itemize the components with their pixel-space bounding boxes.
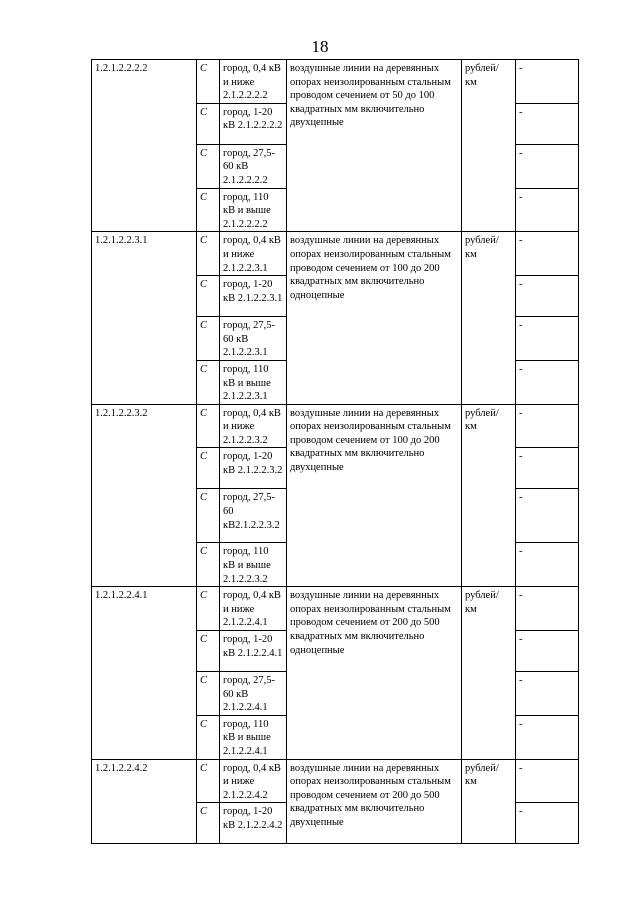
condition-cell: город, 110 кВ и выше 2.1.2.2.3.2 [220, 543, 287, 587]
value-cell: - [516, 489, 579, 543]
condition-cell: город, 27,5-60 кВ 2.1.2.2.4.1 [220, 672, 287, 716]
description-cell: воздушные линии на деревянных опорах неизолированным стальным проводом сечением от 200 до 500 квадратных мм включительно одноцепные [287, 587, 462, 759]
value-cell: - [516, 60, 579, 104]
condition-cell: город, 1-20 кВ 2.1.2.2.3.2 [220, 448, 287, 489]
unit-cell: рублей/ км [462, 404, 516, 587]
table-row [92, 759, 579, 803]
value-cell: - [516, 587, 579, 631]
value-cell: - [516, 232, 579, 276]
category-letter-cell: С [197, 489, 220, 543]
item-code-cell: 1.2.1.2.2.3.2 [92, 404, 197, 587]
category-letter-cell: С [197, 276, 220, 317]
category-letter-cell: С [197, 188, 220, 232]
tariff-table [91, 59, 579, 844]
value-cell: - [516, 803, 579, 844]
value-cell: - [516, 360, 579, 404]
description-cell: воздушные линии на деревянных опорах неизолированным стальным проводом сечением от 50 до 100 квадратных мм включительно двухцепные [287, 60, 462, 232]
value-cell: - [516, 631, 579, 672]
unit-cell: рублей/ км [462, 232, 516, 404]
description-cell: воздушные линии на деревянных опорах неизолированным стальным проводом сечением от 100 до 200 квадратных мм включительно одноцепные [287, 232, 462, 404]
value-cell: - [516, 448, 579, 489]
value-cell: - [516, 144, 579, 188]
value-cell: - [516, 103, 579, 144]
category-letter-cell: С [197, 715, 220, 759]
condition-cell: город, 27,5-60 кВ 2.1.2.2.3.1 [220, 317, 287, 361]
category-letter-cell: С [197, 404, 220, 448]
category-letter-cell: С [197, 587, 220, 631]
description-cell: воздушные линии на деревянных опорах неизолированным стальным проводом сечением от 100 до 200 квадратных мм включительно двухцепные [287, 404, 462, 587]
category-letter-cell: С [197, 672, 220, 716]
category-letter-cell: С [197, 144, 220, 188]
condition-cell: город, 0,4 кВ и ниже 2.1.2.2.2.2 [220, 60, 287, 104]
item-code-cell: 1.2.1.2.2.4.1 [92, 587, 197, 759]
category-letter-cell: С [197, 759, 220, 803]
condition-cell: город, 0,4 кВ и ниже 2.1.2.2.3.1 [220, 232, 287, 276]
condition-cell: город, 110 кВ и выше 2.1.2.2.4.1 [220, 715, 287, 759]
unit-cell: рублей/ км [462, 60, 516, 232]
condition-cell: город, 27,5-60 кВ2.1.2.2.3.2 [220, 489, 287, 543]
category-letter-cell: С [197, 232, 220, 276]
tariff-table-body [92, 60, 579, 844]
page-number: 18 [311, 37, 329, 56]
category-letter-cell: С [197, 360, 220, 404]
condition-cell: город, 1-20 кВ 2.1.2.2.4.1 [220, 631, 287, 672]
description-cell: воздушные линии на деревянных опорах неизолированным стальным проводом сечением от 200 до 500 квадратных мм включительно двухцепные [287, 759, 462, 844]
item-code-cell: 1.2.1.2.2.3.1 [92, 232, 197, 404]
value-cell: - [516, 759, 579, 803]
condition-cell: город, 110 кВ и выше 2.1.2.2.2.2 [220, 188, 287, 232]
condition-cell: город, 1-20 кВ 2.1.2.2.3.1 [220, 276, 287, 317]
condition-cell: город, 1-20 кВ 2.1.2.2.2.2 [220, 103, 287, 144]
category-letter-cell: С [197, 631, 220, 672]
condition-cell: город, 0,4 кВ и ниже 2.1.2.2.3.2 [220, 404, 287, 448]
unit-cell: рублей/ км [462, 759, 516, 844]
category-letter-cell: С [197, 803, 220, 844]
item-code-cell: 1.2.1.2.2.4.2 [92, 759, 197, 844]
condition-cell: город, 1-20 кВ 2.1.2.2.4.2 [220, 803, 287, 844]
condition-cell: город, 0,4 кВ и ниже 2.1.2.2.4.1 [220, 587, 287, 631]
category-letter-cell: С [197, 60, 220, 104]
value-cell: - [516, 672, 579, 716]
condition-cell: город, 0,4 кВ и ниже 2.1.2.2.4.2 [220, 759, 287, 803]
value-cell: - [516, 543, 579, 587]
category-letter-cell: С [197, 317, 220, 361]
value-cell: - [516, 276, 579, 317]
table-row [92, 232, 579, 276]
value-cell: - [516, 317, 579, 361]
item-code-cell: 1.2.1.2.2.2.2 [92, 60, 197, 232]
table-row [92, 587, 579, 631]
category-letter-cell: С [197, 543, 220, 587]
category-letter-cell: С [197, 103, 220, 144]
unit-cell: рублей/ км [462, 587, 516, 759]
value-cell: - [516, 404, 579, 448]
table-row [92, 60, 579, 104]
value-cell: - [516, 715, 579, 759]
value-cell: - [516, 188, 579, 232]
condition-cell: город, 110 кВ и выше 2.1.2.2.3.1 [220, 360, 287, 404]
table-row [92, 404, 579, 448]
condition-cell: город, 27,5-60 кВ 2.1.2.2.2.2 [220, 144, 287, 188]
category-letter-cell: С [197, 448, 220, 489]
